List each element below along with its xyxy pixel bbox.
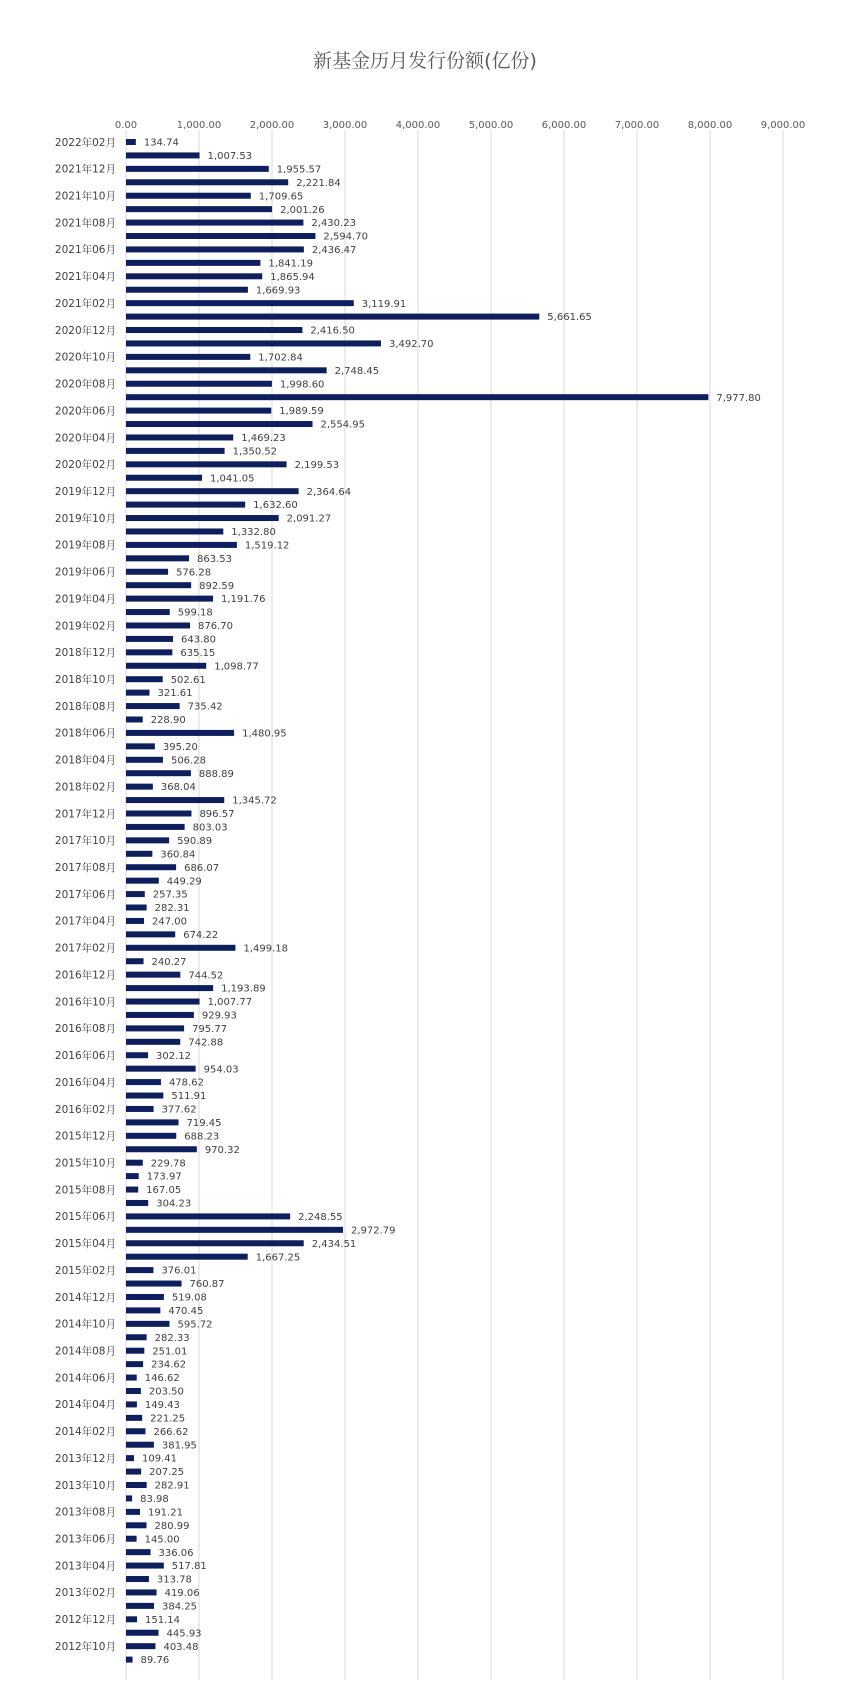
- category-label: 2015年08月: [54, 1184, 116, 1197]
- data-label: 2,248.55: [298, 1212, 343, 1223]
- data-label: 304.23: [156, 1198, 192, 1210]
- bar: [126, 515, 279, 521]
- category-label: 2018年04月: [54, 754, 116, 767]
- data-label: 191.21: [147, 1507, 183, 1519]
- bar: [126, 260, 260, 266]
- bar: [126, 1643, 155, 1649]
- data-label: 167.05: [146, 1185, 182, 1197]
- x-tick-label: 1,000.00: [176, 120, 222, 131]
- data-label: 1,332.80: [231, 527, 276, 539]
- bar: [126, 837, 169, 843]
- data-label: 519.08: [171, 1292, 207, 1304]
- category-label: 2021年12月: [54, 163, 116, 176]
- data-label: 83.98: [140, 1494, 169, 1506]
- data-label: 384.25: [162, 1601, 198, 1613]
- category-label: 2019年04月: [54, 593, 116, 606]
- x-tick-label: 5,000.00: [468, 120, 514, 131]
- category-label: 2016年02月: [54, 1103, 116, 1116]
- category-label: 2014年10月: [54, 1318, 116, 1331]
- data-label: 203.50: [148, 1386, 184, 1398]
- data-label: 173.97: [146, 1171, 182, 1183]
- data-label: 1,519.12: [244, 540, 290, 552]
- category-label: 2018年08月: [54, 700, 116, 713]
- category-label: 2017年12月: [54, 808, 116, 821]
- data-label: 360.84: [160, 849, 196, 861]
- data-label: 502.61: [170, 674, 206, 686]
- category-label: 2015年12月: [54, 1130, 116, 1143]
- data-label: 3,119.91: [361, 298, 407, 310]
- data-label: 595.72: [177, 1319, 213, 1331]
- bar: [126, 1455, 134, 1461]
- bar: [126, 1549, 151, 1555]
- category-label: 2013年02月: [54, 1587, 116, 1600]
- category-label: 2021年04月: [54, 271, 116, 284]
- bar: [126, 1509, 140, 1515]
- bar: [126, 690, 149, 696]
- bar: [126, 193, 251, 199]
- data-label: 377.62: [161, 1104, 197, 1116]
- bar: [126, 1240, 304, 1246]
- bar: [126, 811, 191, 817]
- category-label: 2019年12月: [54, 485, 116, 498]
- x-tick-label: 9,000.00: [760, 120, 806, 131]
- data-label: 313.78: [156, 1574, 192, 1586]
- bar: [126, 1401, 137, 1407]
- bar: [126, 958, 144, 964]
- data-label: 247.00: [152, 916, 188, 928]
- bar: [126, 743, 155, 749]
- bar: [126, 716, 143, 722]
- category-label: 2020年02月: [54, 459, 116, 472]
- data-label: 929.93: [201, 1010, 237, 1022]
- bar: [126, 1200, 148, 1206]
- bar: [126, 1160, 143, 1166]
- data-label: 445.93: [166, 1628, 202, 1640]
- data-label: 282.31: [154, 903, 190, 915]
- category-label: 2017年08月: [54, 862, 116, 875]
- data-label: 470.45: [168, 1306, 204, 1318]
- bar: [126, 461, 287, 467]
- bar: [126, 1254, 248, 1260]
- data-label: 2,554.95: [320, 419, 366, 431]
- bar: [126, 1039, 180, 1045]
- bar: [126, 314, 539, 320]
- category-label: 2015年02月: [54, 1264, 116, 1277]
- data-label: 599.18: [177, 607, 213, 619]
- bar: [126, 1146, 197, 1152]
- category-label: 2012年12月: [54, 1614, 116, 1627]
- bar: [126, 1187, 138, 1193]
- data-label: 2,972.79: [351, 1225, 396, 1237]
- category-label: 2013年10月: [54, 1479, 116, 1492]
- data-label: 1,667.25: [255, 1252, 301, 1264]
- data-label: 1,998.60: [279, 379, 325, 391]
- bar: [126, 1428, 145, 1434]
- category-label: 2019年06月: [54, 566, 116, 579]
- data-label: 576.28: [176, 567, 212, 579]
- category-label: 2014年04月: [54, 1399, 116, 1412]
- category-label: 2020年10月: [54, 351, 116, 364]
- data-label: 2,416.50: [310, 325, 355, 337]
- data-label: 795.77: [192, 1023, 228, 1035]
- category-label: 2015年10月: [54, 1157, 116, 1170]
- bar: [126, 1469, 141, 1475]
- data-label: 266.62: [153, 1426, 189, 1438]
- category-label: 2020年04月: [54, 432, 116, 445]
- bar: [126, 757, 163, 763]
- bar: [126, 918, 144, 924]
- data-label: 282.33: [154, 1332, 190, 1344]
- bar: [126, 1012, 194, 1018]
- data-label: 954.03: [203, 1064, 239, 1076]
- bar: [126, 569, 168, 575]
- x-tick-label: 8,000.00: [687, 120, 733, 131]
- bar: [126, 1576, 149, 1582]
- bar: [126, 999, 200, 1005]
- bar: [126, 797, 224, 803]
- bar: [126, 287, 248, 293]
- bar: [126, 676, 163, 682]
- x-tick-label: 0.00: [114, 120, 138, 131]
- category-label: 2020年06月: [54, 405, 116, 418]
- data-label: 7,977.80: [716, 392, 761, 404]
- bar: [126, 166, 269, 172]
- data-label: 744.52: [188, 970, 224, 982]
- bar: [126, 703, 180, 709]
- bar: [126, 273, 262, 279]
- bar: [126, 1307, 160, 1313]
- bar: [126, 649, 172, 655]
- data-label: 1,702.84: [258, 352, 303, 364]
- bar: [126, 233, 315, 239]
- bar: [126, 1106, 154, 1112]
- data-label: 1,007.53: [207, 151, 253, 163]
- data-label: 760.87: [189, 1279, 225, 1291]
- bar: [126, 824, 185, 830]
- bar: [126, 905, 147, 911]
- data-label: 876.70: [197, 621, 233, 633]
- category-label: 2018年02月: [54, 781, 116, 794]
- data-label: 517.81: [171, 1561, 207, 1573]
- category-label: 2016年08月: [54, 1023, 116, 1036]
- bar: [126, 246, 304, 252]
- bar: [126, 636, 173, 642]
- data-label: 336.06: [158, 1547, 194, 1559]
- bar: [126, 1442, 154, 1448]
- category-label: 2014年06月: [54, 1372, 116, 1385]
- bar: [126, 1522, 147, 1528]
- bar: [126, 1227, 343, 1233]
- data-label: 803.03: [192, 822, 228, 834]
- data-label: 419.06: [164, 1588, 200, 1600]
- data-label: 321.61: [157, 688, 193, 700]
- bar: [126, 891, 145, 897]
- data-label: 1,480.95: [242, 728, 287, 740]
- category-label: 2015年06月: [54, 1211, 116, 1224]
- data-label: 1,841.19: [268, 258, 313, 270]
- bar: [126, 528, 223, 534]
- data-label: 735.42: [187, 701, 223, 713]
- bar: [126, 1630, 159, 1636]
- bar: [126, 730, 234, 736]
- category-label: 2016年06月: [54, 1050, 116, 1063]
- data-label: 1,499.18: [243, 943, 288, 955]
- category-label: 2016年12月: [54, 969, 116, 982]
- bar: [126, 1388, 141, 1394]
- bar: [126, 945, 235, 951]
- bar: [126, 502, 245, 508]
- category-label: 2021年10月: [54, 190, 116, 203]
- bar: [126, 340, 381, 346]
- data-label: 688.23: [184, 1131, 220, 1143]
- data-label: 2,199.53: [294, 459, 340, 471]
- data-label: 2,221.84: [296, 177, 341, 189]
- bar: [126, 596, 213, 602]
- category-label: 2021年08月: [54, 217, 116, 230]
- data-label: 2,364.64: [306, 486, 352, 498]
- bar: [126, 1482, 147, 1488]
- bar: [126, 1536, 137, 1542]
- bar: [126, 300, 354, 306]
- bar: [126, 609, 170, 615]
- bar: [126, 448, 225, 454]
- data-label: 1,469.23: [241, 433, 286, 445]
- bar: [126, 555, 189, 561]
- category-label: 2014年08月: [54, 1345, 116, 1358]
- bar: [126, 1603, 154, 1609]
- data-label: 5,661.65: [547, 312, 592, 324]
- data-label: 251.01: [152, 1346, 188, 1358]
- category-label: 2020年08月: [54, 378, 116, 391]
- bar: [126, 1267, 153, 1273]
- bar: [126, 1616, 137, 1622]
- category-label: 2019年02月: [54, 620, 116, 633]
- bar: [126, 770, 191, 776]
- data-label: 686.07: [184, 862, 220, 874]
- bar: [126, 354, 250, 360]
- bar: [126, 1119, 179, 1125]
- bar: [126, 864, 176, 870]
- data-label: 376.01: [161, 1265, 197, 1277]
- data-label: 381.95: [161, 1440, 197, 1452]
- bar: [126, 206, 272, 212]
- x-tick-label: 4,000.00: [395, 120, 441, 131]
- category-label: 2017年10月: [54, 835, 116, 848]
- bar: [126, 488, 299, 494]
- data-label: 109.41: [141, 1453, 177, 1465]
- bar: [126, 1657, 133, 1663]
- bar: [126, 542, 237, 548]
- data-label: 643.80: [180, 634, 216, 646]
- data-label: 506.28: [170, 755, 206, 767]
- bar: [126, 139, 136, 145]
- data-label: 280.99: [154, 1520, 190, 1532]
- bar: [126, 475, 202, 481]
- data-label: 134.74: [143, 137, 179, 149]
- data-label: 1,865.94: [270, 271, 315, 283]
- bar: [126, 622, 190, 628]
- category-label: 2021年06月: [54, 244, 116, 257]
- data-label: 1,345.72: [232, 795, 277, 807]
- bar: [126, 1348, 144, 1354]
- data-label: 1,989.59: [279, 406, 324, 418]
- category-label: 2018年12月: [54, 647, 116, 660]
- category-label: 2014年02月: [54, 1426, 116, 1439]
- bar: [126, 1589, 157, 1595]
- data-label: 2,436.47: [311, 245, 357, 257]
- bar: [126, 1375, 137, 1381]
- bar: [126, 1079, 161, 1085]
- chart-title: 新基金历月发行份额(亿份): [313, 50, 537, 72]
- data-label: 896.57: [199, 809, 235, 821]
- bar: [126, 1133, 176, 1139]
- data-label: 449.29: [166, 876, 202, 888]
- category-label: 2018年10月: [54, 674, 116, 686]
- data-label: 151.14: [145, 1614, 181, 1626]
- data-label: 970.32: [204, 1144, 240, 1156]
- category-label: 2013年08月: [54, 1506, 116, 1519]
- data-label: 635.15: [180, 647, 216, 659]
- data-label: 1,709.65: [258, 191, 304, 203]
- bar: [126, 327, 302, 333]
- bar: [126, 408, 271, 414]
- bar: [126, 1093, 163, 1099]
- data-label: 2,430.23: [311, 218, 356, 230]
- bar: [126, 582, 191, 588]
- data-label: 1,041.05: [209, 473, 255, 485]
- x-tick-label: 6,000.00: [541, 120, 587, 131]
- bar: [126, 1066, 196, 1072]
- bar: [126, 972, 180, 978]
- x-tick-label: 2,000.00: [249, 120, 295, 131]
- data-label: 395.20: [162, 741, 198, 753]
- category-label: 2017年02月: [54, 942, 116, 955]
- bar: [126, 1563, 164, 1569]
- bar: [126, 851, 152, 857]
- x-tick-label: 3,000.00: [322, 120, 368, 131]
- data-label: 1,007.77: [207, 997, 253, 1009]
- data-label: 742.88: [188, 1037, 224, 1049]
- data-label: 403.48: [163, 1641, 199, 1653]
- bar: [126, 421, 313, 427]
- category-label: 2013年04月: [54, 1560, 116, 1573]
- data-label: 2,594.70: [323, 231, 368, 243]
- data-label: 2,434.51: [311, 1238, 357, 1250]
- data-label: 229.78: [150, 1158, 186, 1170]
- data-label: 234.62: [151, 1359, 187, 1371]
- data-label: 302.12: [156, 1050, 192, 1062]
- category-label: 2014年12月: [54, 1291, 116, 1304]
- bar: [126, 878, 159, 884]
- data-label: 478.62: [168, 1077, 204, 1089]
- category-label: 2022年02月: [54, 136, 116, 149]
- data-label: 3,492.70: [388, 339, 434, 351]
- bar: [126, 434, 233, 440]
- bar: [126, 1294, 164, 1300]
- data-label: 1,955.57: [276, 164, 322, 176]
- bar: [126, 1213, 290, 1219]
- data-label: 1,632.60: [253, 500, 298, 512]
- data-label: 228.90: [150, 715, 186, 727]
- bar: [126, 1334, 147, 1340]
- data-label: 1,098.77: [214, 661, 259, 673]
- category-label: 2019年10月: [54, 512, 116, 525]
- data-label: 146.62: [144, 1373, 180, 1385]
- category-label: 2018年06月: [54, 727, 116, 740]
- bar: [126, 1495, 132, 1501]
- data-label: 368.04: [160, 782, 196, 794]
- category-label: 2019年08月: [54, 539, 116, 552]
- data-label: 1,191.76: [220, 594, 266, 606]
- bar: [126, 394, 708, 400]
- bar: [126, 931, 175, 937]
- category-label: 2015年04月: [54, 1238, 116, 1251]
- data-label: 221.25: [150, 1413, 186, 1425]
- bar: [126, 367, 327, 373]
- category-label: 2021年02月: [54, 297, 116, 310]
- data-label: 892.59: [199, 580, 235, 592]
- bar: [126, 1281, 182, 1287]
- data-label: 1,669.93: [255, 285, 301, 297]
- bar: [126, 663, 206, 669]
- category-label: 2016年04月: [54, 1076, 116, 1089]
- bar: [126, 1052, 148, 1058]
- x-tick-label: 7,000.00: [614, 120, 660, 131]
- data-label: 2,748.45: [334, 365, 380, 377]
- data-label: 2,091.27: [286, 513, 332, 525]
- category-label: 2017年06月: [54, 888, 116, 901]
- bar: [126, 1321, 169, 1327]
- data-label: 590.89: [177, 835, 213, 847]
- data-label: 863.53: [197, 553, 233, 565]
- bar: [126, 152, 200, 158]
- bar: [126, 1025, 184, 1031]
- data-label: 240.27: [151, 956, 187, 968]
- category-label: 2017年04月: [54, 915, 116, 928]
- bar: [126, 381, 272, 387]
- bar: [126, 1173, 139, 1179]
- data-label: 719.45: [186, 1117, 222, 1129]
- data-label: 89.76: [140, 1655, 170, 1667]
- data-label: 511.91: [171, 1091, 207, 1103]
- data-label: 207.25: [149, 1467, 185, 1479]
- data-label: 2,001.26: [280, 204, 325, 216]
- bar: [126, 784, 153, 790]
- data-label: 674.22: [183, 929, 219, 941]
- data-label: 257.35: [152, 889, 188, 901]
- data-label: 888.89: [198, 768, 234, 780]
- data-label: 149.43: [144, 1400, 180, 1412]
- bar: [126, 985, 213, 991]
- data-label: 1,350.52: [232, 446, 278, 458]
- bar: [126, 179, 288, 185]
- data-label: 282.91: [154, 1480, 190, 1492]
- data-label: 145.00: [144, 1534, 180, 1546]
- category-label: 2013年12月: [54, 1452, 116, 1465]
- category-label: 2012年10月: [54, 1640, 116, 1653]
- bar: [126, 1361, 143, 1367]
- data-label: 1,193.89: [221, 983, 266, 995]
- category-label: 2016年10月: [54, 996, 116, 1009]
- category-label: 2013年06月: [54, 1533, 116, 1546]
- bar: [126, 220, 303, 226]
- category-label: 2020年12月: [54, 324, 116, 337]
- bar: [126, 1415, 142, 1421]
